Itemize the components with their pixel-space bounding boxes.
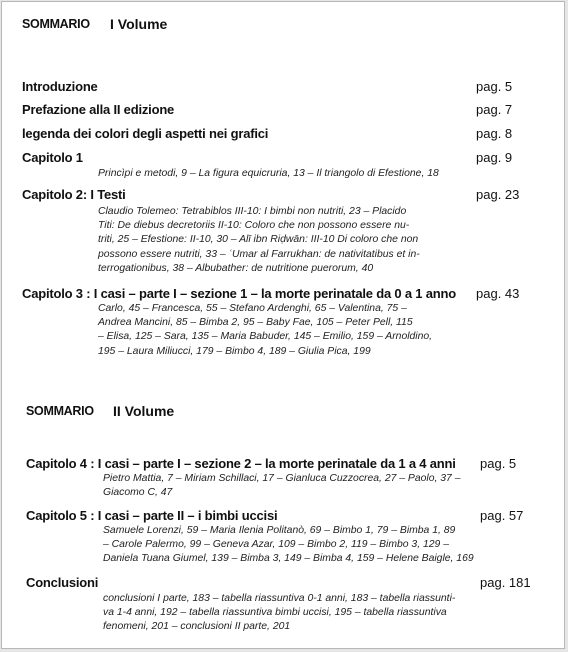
description-line: – Elisa, 125 – Sara, 135 – Maria Babuder, 145 – Emilio, 159 – Arnoldino,	[98, 331, 433, 343]
description-line: – Carole Palermo, 99 – Geneva Azar, 109 – Bimbo 2, 119 – Bimbo 3, 129 –	[103, 539, 449, 551]
volume-title-vol1: I Volume	[110, 16, 168, 32]
toc-entry-page: pag. 5	[476, 79, 513, 94]
description-line: Giacomo C, 47	[103, 487, 173, 499]
toc-entry-page: pag. 181	[480, 575, 531, 590]
description-line: Carlo, 45 – Francesca, 55 – Stefano Ardenghi, 65 – Valentina, 75 –	[98, 303, 407, 314]
toc-entry-title: Capitolo 2: I Testi	[22, 187, 126, 202]
toc-entry-title: legenda dei colori degli aspetti nei grafici	[22, 126, 269, 141]
description-line: conclusioni I parte, 183 – tabella riassuntiva 0-1 anni, 183 – tabella riassunti-	[103, 593, 456, 604]
description-line: Samuele Lorenzi, 59 – Maria Ilenia Politanò, 69 – Bimbo 1, 79 – Bimba 1, 89	[103, 525, 456, 536]
description-line: Daniela Tuana Giumel, 139 – Bimba 3, 149 – Bimba 4, 159 – Helene Baigle, 169	[103, 553, 474, 565]
toc-entry-title: Prefazione alla II edizione	[22, 102, 175, 117]
toc-entry-title: Capitolo 1	[22, 150, 83, 165]
description-line: terrogationibus, 38 – Albubather: de nutritione puerorum, 40	[98, 262, 374, 274]
toc-entry-page: pag. 8	[476, 126, 513, 141]
description-line: triti, 25 – Efestione: II-10, 30 – Alī ibn Riḍwān: III-10 Di coloro che non	[98, 234, 419, 246]
toc-entry-title: Conclusioni	[26, 575, 99, 590]
toc-entry-title: Capitolo 5 : I casi – parte II – i bimbi uccisi	[26, 508, 278, 523]
toc-entry-page: pag. 5	[480, 456, 517, 471]
toc-entry-page: pag. 23	[476, 187, 520, 202]
toc-entry-description	[103, 472, 461, 500]
sommario-heading-vol2: SOMMARIO	[26, 404, 94, 418]
toc-entry-description	[103, 524, 474, 567]
toc-entry-description	[98, 302, 432, 359]
toc-entry-title: Capitolo 3 : I casi – parte I – sezione 1 – la morte perinatale da 0 a 1 anno	[22, 286, 456, 301]
description-line: Princìpi e metodi, 9 – La figura equicruria, 13 – Il triangolo di Efestione, 18	[98, 168, 439, 179]
description-line: Titi: De diebus decretoriis II-10: Coloro che non possono essere nu-	[98, 220, 410, 232]
description-line: va 1-4 anni, 192 – tabella riassuntiva bimbi uccisi, 195 – tabella riassuntiva	[103, 607, 447, 619]
volume-title-vol2: II Volume	[113, 403, 175, 419]
description-line: fenomeni, 201 – conclusioni II parte, 201	[103, 621, 291, 633]
toc-entry-page: pag. 57	[480, 508, 524, 523]
description-line: Pietro Mattia, 7 – Miriam Schillaci, 17 – Gianluca Cuzzocrea, 27 – Paolo, 37 –	[103, 473, 461, 484]
toc-entry-page: pag. 9	[476, 150, 513, 165]
description-line: Claudio Tolemeo: Tetrabiblos III-10: I bimbi non nutriti, 23 – Placido	[98, 206, 407, 217]
toc-entry-title: Introduzione	[22, 79, 98, 94]
toc-entry-description	[98, 167, 439, 181]
description-line: Andrea Mancini, 85 – Bimba 2, 95 – Baby Fae, 105 – Peter Pell, 115	[98, 317, 413, 329]
toc-entry-description	[98, 205, 420, 276]
sommario-heading-vol1: SOMMARIO	[22, 17, 90, 31]
document-page	[1, 1, 565, 649]
toc-entry-page: pag. 43	[476, 286, 520, 301]
toc-entry-title: Capitolo 4 : I casi – parte I – sezione 2 – la morte perinatale da 1 a 4 anni	[26, 456, 456, 471]
description-line: 195 – Laura Miliucci, 179 – Bimbo 4, 189 – Giulia Pica, 199	[98, 345, 371, 357]
toc-entry-description	[103, 592, 455, 635]
toc-entry-page: pag. 7	[476, 102, 513, 117]
description-line: possono essere nutriti, 33 – ʿUmar al Farrukhan: de nativitatibus et in-	[98, 248, 420, 260]
